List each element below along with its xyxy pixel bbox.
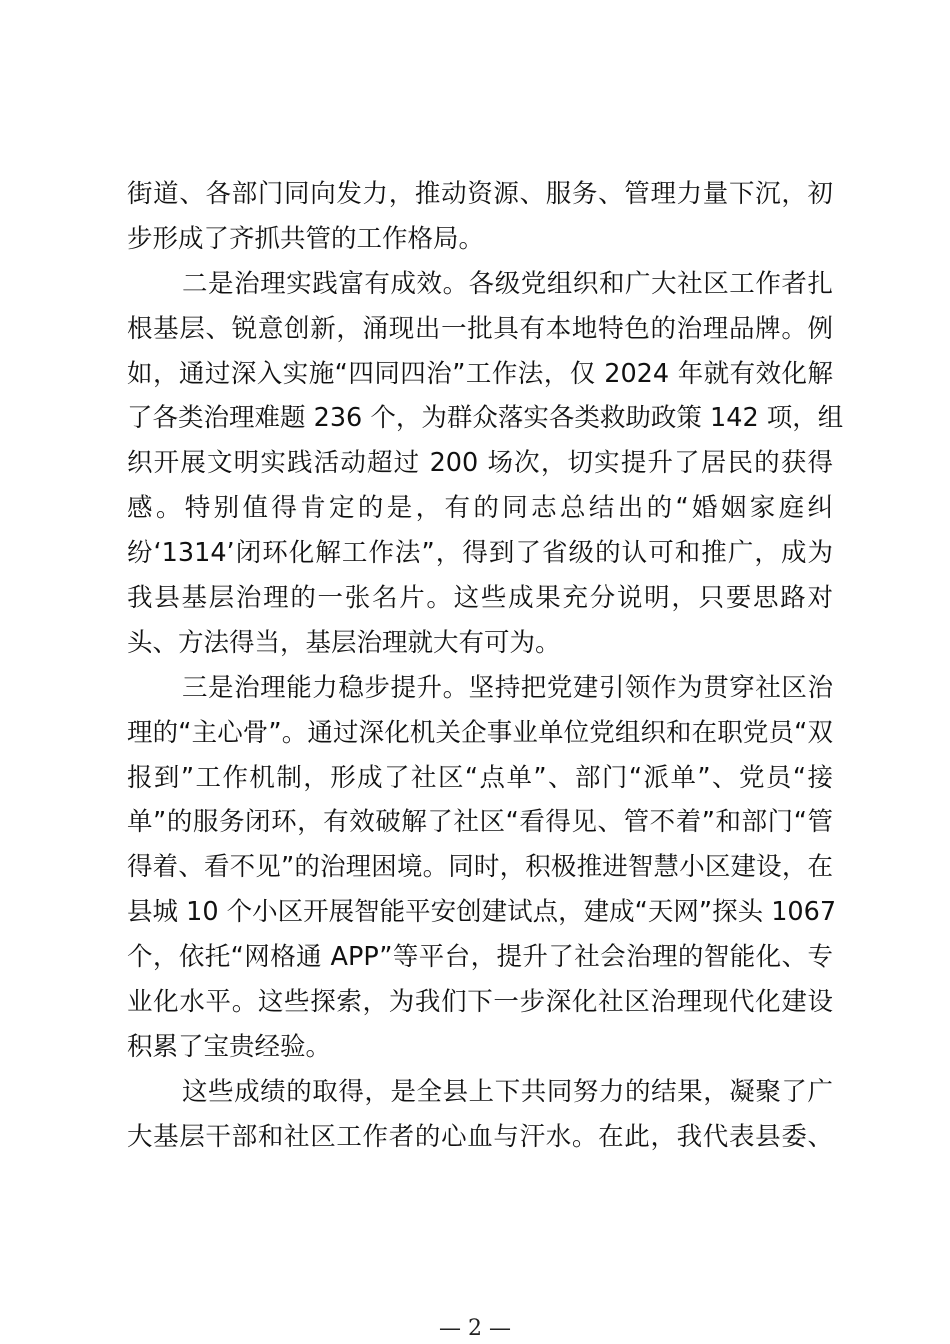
text-line: 县城 10 个小区开展智能平安创建试点，建成“天网”探头 1067 bbox=[127, 897, 837, 928]
text-line: 业化水平。这些探索，为我们下一步深化社区治理现代化建设 bbox=[127, 987, 833, 1018]
page-number: — 2 — bbox=[439, 1316, 511, 1341]
text-line: 个，依托“网格通 APP”等平台，提升了社会治理的智能化、专 bbox=[127, 942, 833, 973]
text-line: 得着、看不见”的治理困境。同时，积极推进智慧小区建设，在 bbox=[127, 852, 833, 883]
text-line: 根基层、锐意创新，涌现出一批具有本地特色的治理品牌。例 bbox=[127, 313, 833, 344]
text-line: 织开展文明实践活动超过 200 场次，切实提升了居民的获得 bbox=[127, 448, 833, 479]
text-line: 报到”工作机制，形成了社区“点单”、部门“派单”、党员“接 bbox=[127, 762, 833, 793]
text-line: 街道、各部门同向发力，推动资源、服务、管理力量下沉，初 bbox=[127, 179, 833, 209]
text-line: 单”的服务闭环，有效破解了社区“看得见、管不着”和部门“管 bbox=[127, 807, 833, 838]
text-line: 理的“主心骨”。通过深化机关企事业单位党组织和在职党员“双 bbox=[127, 717, 833, 748]
text-line: 这些成绩的取得，是全县上下共同努力的结果，凝聚了广 bbox=[182, 1076, 833, 1107]
text-line: 我县基层治理的一张名片。这些成果充分说明，只要思路对 bbox=[127, 583, 833, 614]
text-line: 大基层干部和社区工作者的心血与汗水。在此，我代表县委、 bbox=[127, 1121, 833, 1152]
text-line: 头、方法得当，基层治理就大有可为。 bbox=[127, 627, 561, 658]
text-line: 积累了宝贵经验。 bbox=[127, 1031, 332, 1062]
document-body bbox=[127, 172, 844, 1160]
text-line: 了各类治理难题 236 个，为群众落实各类救助政策 142 项，组 bbox=[127, 403, 844, 434]
paragraph bbox=[127, 172, 833, 262]
text-line: 如，通过深入实施“四同四治”工作法，仅 2024 年就有效化解 bbox=[127, 358, 833, 389]
text-line: 感。特别值得肯定的是，有的同志总结出的“婚姻家庭纠 bbox=[127, 493, 833, 524]
text-line: 步形成了齐抓共管的工作格局。 bbox=[127, 223, 485, 254]
text-line: 二是治理实践富有成效。各级党组织和广大社区工作者扎 bbox=[182, 268, 833, 299]
paragraph bbox=[127, 1070, 833, 1160]
text-line: 纷‘1314’闭环化解工作法”，得到了省级的认可和推广，成为 bbox=[127, 538, 833, 569]
paragraph bbox=[127, 666, 837, 1070]
paragraph bbox=[127, 262, 844, 666]
text-line: 三是治理能力稳步提升。坚持把党建引领作为贯穿社区治 bbox=[182, 672, 833, 703]
